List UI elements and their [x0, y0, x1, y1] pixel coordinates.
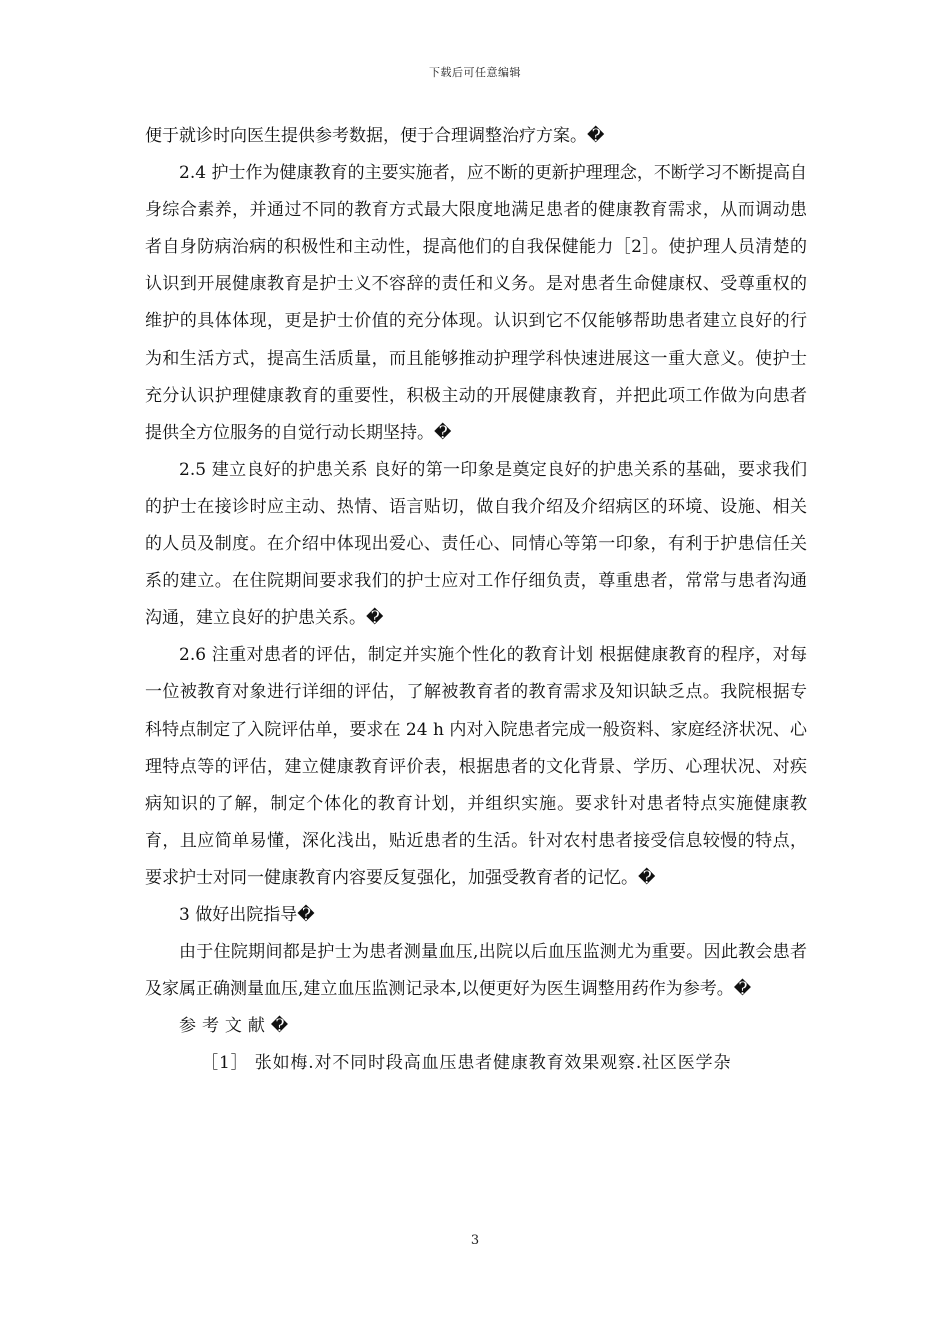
paragraph-2-4: 2.4 护士作为健康教育的主要实施者，应不断的更新护理理念，不断学习不断提高自身综合素养，并通过不同的教育方式最大限度地满足患者的健康教育需求，从而调动患者自身防病治病的积极性和主动性，提高他们的自我保健能力［2］。使护理人员清楚的认识到开展健康教育是护士义不容辞的责任和义务。是对患者生命健康权、受尊重权的维护的具体体现，更是护士价值的充分体现。认识到它不仅能够帮助患者建立良好的行为和生活方式，提高生活质量，而且能够推动护理学科快速进展这一重大意义。使护士充分认识护理健康教育的重要性，积极主动的开展健康教育，并把此项工作做为向患者提供全方位服务的自觉行动长期坚持。�: [145, 163, 807, 443]
page-header: 下载后可任意编辑: [429, 66, 521, 79]
reference-item-1: ［1］ 张如梅.对不同时段高血压患者健康教育效果观察.社区医学杂: [201, 1053, 732, 1074]
page-number: 3: [470, 1233, 480, 1248]
document-body: [145, 118, 807, 1082]
paragraph-continuation: 便于就诊时向医生提供参考数据，便于合理调整治疗方案。�: [145, 126, 605, 146]
section-heading-3: 3 做好出院指导�: [179, 904, 315, 925]
paragraph-2-5: 2.5 建立良好的护患关系 良好的第一印象是奠定良好的护患关系的基础，要求我们的护士在接诊时应主动、热情、语言贴切，做自我介绍及介绍病区的环境、设施、相关的人员及制度。在介绍中体现出爱心、责任心、同情心等第一印象，有利于护患信任关系的建立。在住院期间要求我们的护士应对工作仔细负责，尊重患者，常常与患者沟通沟通，建立良好的护患关系。�: [145, 459, 807, 629]
paragraph-discharge: 由于住院期间都是护士为患者测量血压,出院以后血压监测尤为重要。因此教会患者及家属正确测量血压,建立血压监测记录本,以便更好为医生调整用药作为参考。�: [145, 942, 807, 1000]
references-heading: 参考文献�: [179, 1016, 295, 1037]
paragraph-2-6: 2.6 注重对患者的评估，制定并实施个性化的教育计划 根据健康教育的程序，对每一位被教育对象进行详细的评估，了解被教育者的教育需求及知识缺乏点。我院根据专科特点制定了入院评估单，要求在 24 h 内对入院患者完成一般资料、家庭经济状况、心理特点等的评估，建立健康教育评价表，根据患者的文化背景、学历、心理状况、对疾病知识的了解，制定个体化的教育计划，并组织实施。要求针对患者特点实施健康教育，且应简单易懂，深化浅出，贴近患者的生活。针对农村患者接受信息较慢的特点，要求护士对同一健康教育内容要反复强化，加强受教育者的记忆。�: [145, 645, 807, 888]
